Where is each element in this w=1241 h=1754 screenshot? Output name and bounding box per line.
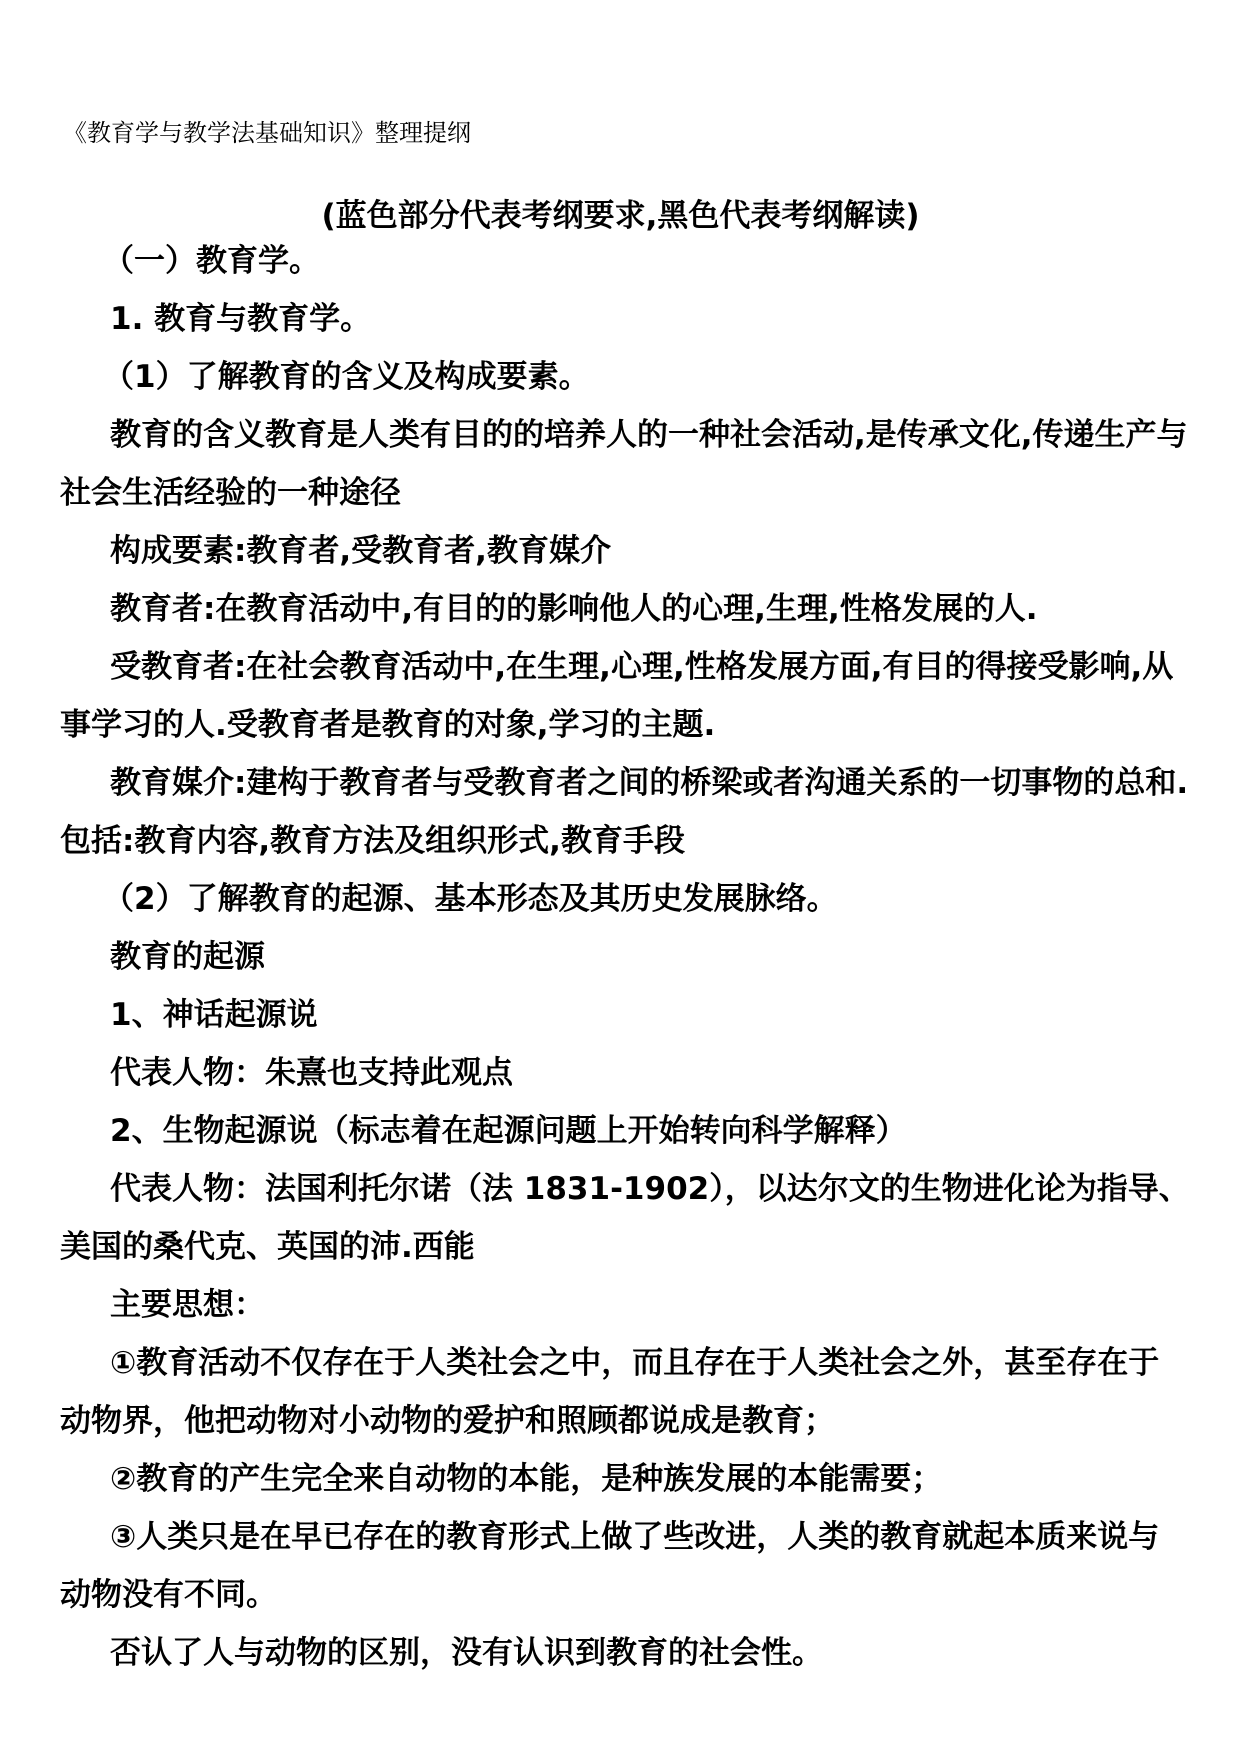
document-body [60,232,1190,1682]
section-heading: （一）教育学。 [103,243,320,279]
paragraph: 主要思想： [110,1287,265,1323]
paragraph: 代表人物：法国利托尔诺（法 1831-1902），以达尔文的生物进化论为指导、美国的桑代克、英国的沛.西能 [60,1171,1190,1265]
paragraph: 教育媒介:建构于教育者与受教育者之间的桥梁或者沟通关系的一切事物的总和.包括:教育内容,教育方法及组织形式,教育手段 [60,765,1189,859]
paragraph: 受教育者:在社会教育活动中,在生理,心理,性格发展方面,有目的得接受影响,从事学习的人.受教育者是教育的对象,学习的主题. [60,649,1174,743]
document-title: 《教育学与教学法基础知识》整理提纲 [63,119,471,147]
paragraph: 构成要素:教育者,受教育者,教育媒介 [110,533,611,569]
paragraph: 教育的起源 [110,939,265,975]
color-legend-note: (蓝色部分代表考纲要求,黑色代表考纲解读) [321,198,920,234]
list-item: 1、神话起源说 [110,997,318,1033]
paragraph: 教育的含义教育是人类有目的的培养人的一种社会活动,是传承文化,传递生产与社会生活经验的一种途径 [60,417,1188,511]
subsection-heading: 1. 教育与教育学。 [110,301,372,337]
list-item: ②教育的产生完全来自动物的本能，是种族发展的本能需要； [110,1461,943,1497]
topic-heading: （1）了解教育的含义及构成要素。 [103,359,590,395]
list-item: ①教育活动不仅存在于人类社会之中，而且存在于人类社会之外，甚至存在于动物界，他把动物对小动物的爱护和照顾都说成是教育； [60,1345,1160,1439]
list-item: 2、生物起源说（标志着在起源问题上开始转向科学解释） [110,1113,907,1149]
topic-heading: （2）了解教育的起源、基本形态及其历史发展脉络。 [103,881,838,917]
list-item: ③人类只是在早已存在的教育形式上做了些改进，人类的教育就起本质来说与动物没有不同。 [60,1519,1160,1613]
paragraph: 教育者:在教育活动中,有目的的影响他人的心理,生理,性格发展的人. [110,591,1038,627]
paragraph: 代表人物：朱熹也支持此观点 [110,1055,513,1091]
paragraph: 否认了人与动物的区别，没有认识到教育的社会性。 [110,1635,823,1671]
